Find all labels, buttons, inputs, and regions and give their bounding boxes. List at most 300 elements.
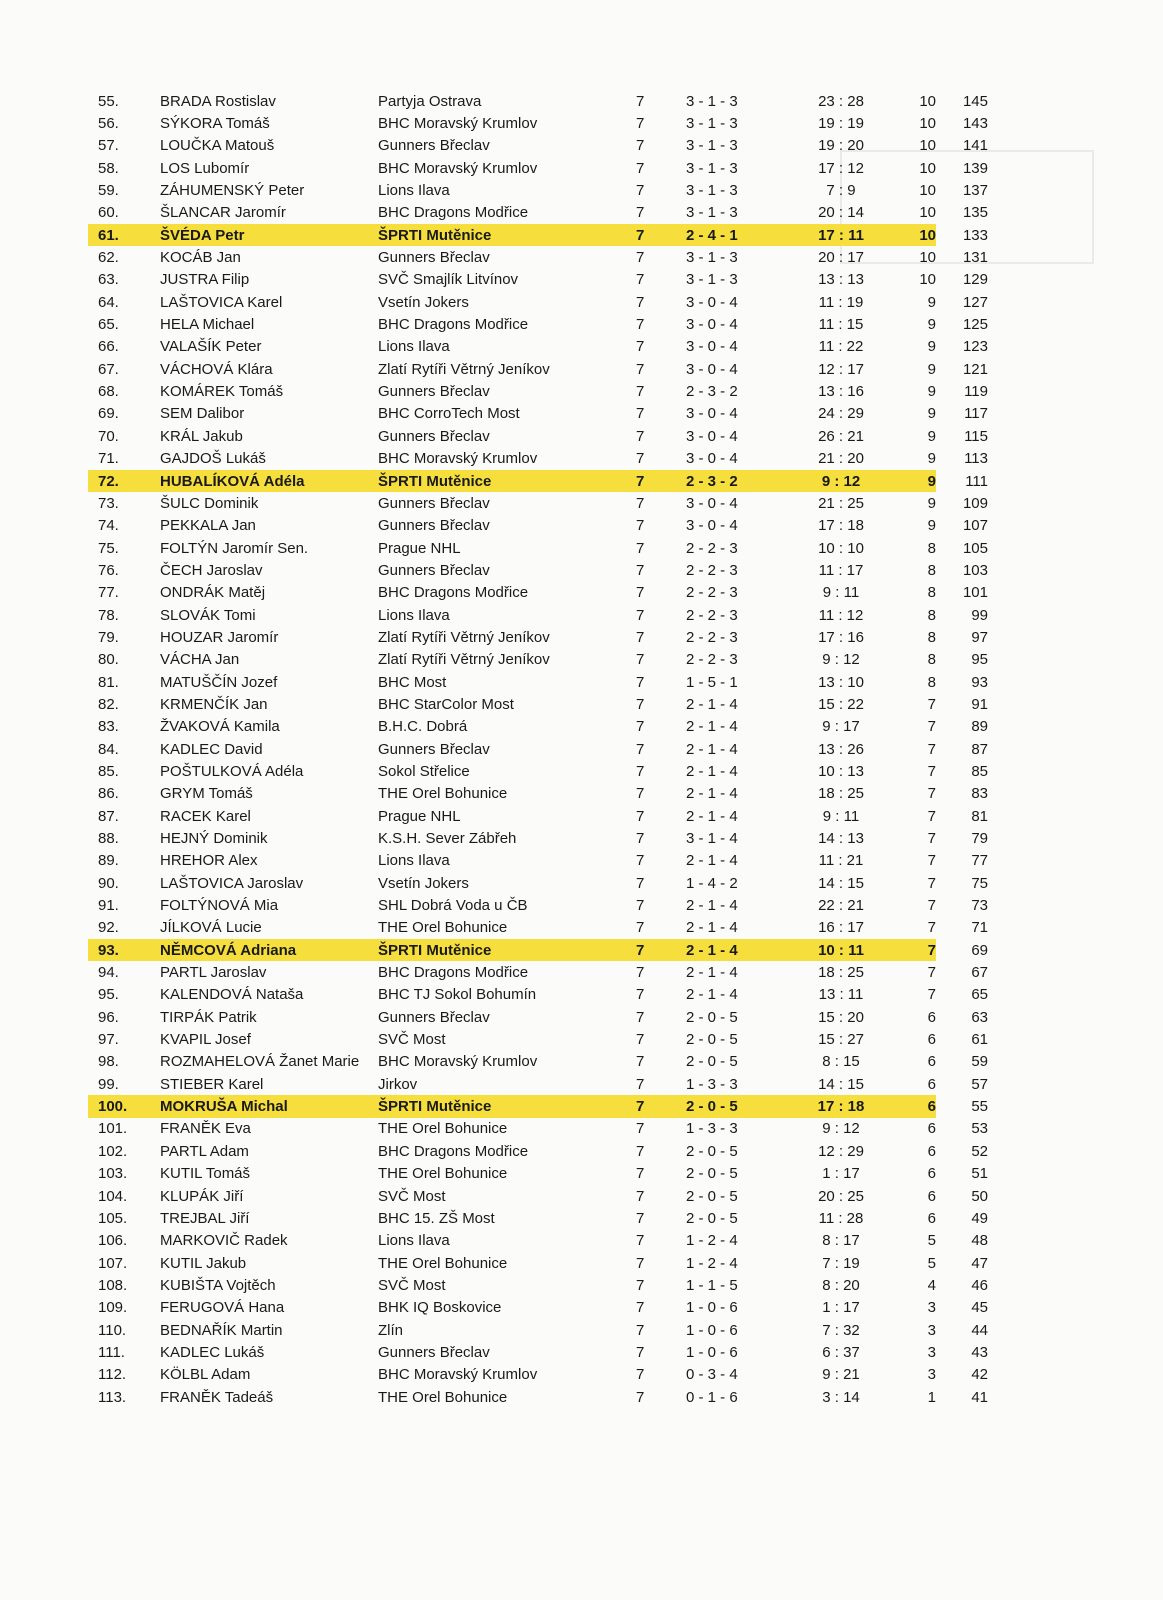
table-row-highlighted: [88, 224, 988, 246]
points: 6: [927, 1165, 936, 1183]
tournament-points: 59: [971, 1053, 988, 1071]
club-name: BHC TJ Sokol Bohumín: [378, 986, 537, 1004]
goal-score: 20 : 25: [818, 1187, 864, 1205]
tournament-points: 69: [971, 941, 988, 959]
club-name: SVČ Most: [378, 1187, 446, 1205]
player-name: SEM Dalibor: [160, 405, 245, 423]
player-name: MOKRUŠA Michal: [160, 1095, 378, 1117]
tournament-points: 89: [971, 718, 988, 736]
goal-score: 7 : 32: [822, 1321, 860, 1339]
points: 10: [896, 224, 936, 246]
table-row: [88, 961, 988, 983]
tournament-points: 53: [971, 1120, 988, 1138]
tournament-points: 75: [971, 874, 988, 892]
goal-score: 23 : 28: [818, 92, 864, 110]
goal-score: 13 : 26: [818, 740, 864, 758]
player-name: PARTL Jaroslav: [160, 964, 267, 982]
goal-score: 18 : 25: [818, 964, 864, 982]
goal-score: 11 : 22: [818, 338, 864, 356]
table-row: [88, 649, 988, 671]
rank-cell: 95.: [98, 986, 119, 1004]
rank-cell: 59.: [98, 182, 119, 200]
player-name: FOLTÝNOVÁ Mia: [160, 897, 279, 915]
player-name: KOCÁB Jan: [160, 249, 241, 267]
points: 10: [919, 271, 936, 289]
goal-score: 21 : 25: [818, 494, 864, 512]
table-row: [88, 559, 988, 581]
goal-score: 8 : 17: [822, 1232, 860, 1250]
points: 7: [896, 939, 936, 961]
win-draw-loss: 2 - 1 - 4: [686, 762, 738, 780]
player-name: JUSTRA Filip: [160, 271, 250, 289]
rank-cell: 87.: [98, 807, 119, 825]
rank-cell: 104.: [98, 1187, 128, 1205]
win-draw-loss: 3 - 0 - 4: [686, 405, 738, 423]
player-name: TIRPÁK Patrik: [160, 1008, 257, 1026]
goal-score: 18 : 25: [818, 785, 864, 803]
table-row: [88, 984, 988, 1006]
goal-score: 20 : 14: [818, 204, 864, 222]
rank-cell: 75.: [98, 539, 119, 557]
tournament-points: 131: [962, 249, 988, 267]
goal-score: 19 : 19: [818, 115, 864, 133]
table-row-highlighted: [88, 470, 988, 492]
games-played: 7: [636, 539, 645, 557]
rank-cell: 83.: [98, 718, 119, 736]
club-name: BHC Dragons Modřice: [378, 204, 529, 222]
club-name: Zlatí Rytíři Větrný Jeníkov: [378, 360, 550, 378]
goal-score: 10 : 13: [818, 762, 864, 780]
rank-cell: 56.: [98, 115, 119, 133]
points: 6: [927, 1008, 936, 1026]
table-row: [88, 1364, 988, 1386]
player-name: ŠVÉDA Petr: [160, 224, 378, 246]
tournament-points: 99: [971, 606, 988, 624]
club-name: BHC StarColor Most: [378, 695, 514, 713]
table-row: [88, 492, 988, 514]
games-played: 7: [636, 986, 645, 1004]
tournament-points: 41: [971, 1388, 988, 1406]
win-draw-loss: 3 - 1 - 3: [686, 182, 738, 200]
club-name: ŠPRTI Mutěnice: [378, 1095, 636, 1117]
club-name: BHC Moravský Krumlov: [378, 159, 538, 177]
rank-cell: 80.: [98, 651, 119, 669]
games-played: 7: [636, 224, 686, 246]
win-draw-loss: 3 - 1 - 3: [686, 249, 738, 267]
table-row-highlighted: [88, 939, 988, 961]
club-name: ŠPRTI Mutěnice: [378, 470, 636, 492]
games-played: 7: [636, 807, 645, 825]
win-draw-loss: 2 - 1 - 4: [686, 785, 738, 803]
goal-score: 11 : 21: [818, 852, 864, 870]
games-played: 7: [636, 1120, 645, 1138]
rank-cell: 109.: [98, 1299, 128, 1317]
games-played: 7: [636, 92, 645, 110]
club-name: Lions Ilava: [378, 338, 450, 356]
goal-score: 9 : 12: [822, 651, 860, 669]
win-draw-loss: 0 - 1 - 6: [686, 1388, 738, 1406]
club-name: BHC Dragons Modřice: [378, 1142, 529, 1160]
points: 9: [927, 517, 936, 535]
club-name: SVČ Most: [378, 1276, 446, 1294]
points: 7: [927, 919, 936, 937]
table-row: [88, 1386, 988, 1408]
goal-score: 9 : 12: [822, 1120, 860, 1138]
player-name: KVAPIL Josef: [160, 1031, 251, 1049]
tournament-points: 48: [971, 1232, 988, 1250]
rank-cell: 97.: [98, 1031, 119, 1049]
tournament-points: 65: [971, 986, 988, 1004]
games-played: 7: [636, 695, 645, 713]
club-name: BHC Moravský Krumlov: [378, 1366, 538, 1384]
tournament-points: 113: [964, 450, 988, 468]
rank-cell: 89.: [98, 852, 119, 870]
table-row: [88, 783, 988, 805]
club-name: BHC Dragons Modřice: [378, 964, 529, 982]
goal-score: 1 : 17: [822, 1299, 860, 1317]
table-row: [88, 1297, 988, 1319]
table-row: [88, 1006, 988, 1028]
player-name: MARKOVIČ Radek: [160, 1232, 288, 1250]
rank-cell: 61.: [88, 224, 160, 246]
table-row: [88, 202, 988, 224]
rank-cell: 101.: [98, 1120, 128, 1138]
player-name: KUBIŠTA Vojtěch: [160, 1276, 276, 1294]
win-draw-loss: 2 - 2 - 3: [686, 628, 738, 646]
rank-cell: 67.: [98, 360, 119, 378]
rank-cell: 78.: [98, 606, 119, 624]
player-name: MATUŠČÍN Jozef: [160, 673, 278, 691]
rank-cell: 65.: [98, 316, 119, 334]
player-name: HELA Michael: [160, 316, 255, 334]
club-name: Gunners Břeclav: [378, 494, 490, 512]
tournament-points: 123: [962, 338, 988, 356]
table-row: [88, 738, 988, 760]
win-draw-loss: 2 - 1 - 4: [686, 852, 738, 870]
games-played: 7: [636, 182, 645, 200]
points: 7: [927, 874, 936, 892]
club-name: BHC Dragons Modřice: [378, 316, 529, 334]
win-draw-loss: 2 - 1 - 4: [686, 919, 738, 937]
goal-score: 21 : 20: [818, 450, 864, 468]
player-name: SLOVÁK Tomi: [160, 606, 256, 624]
win-draw-loss: 3 - 0 - 4: [686, 427, 738, 445]
tournament-points: 133: [962, 226, 988, 244]
points: 6: [927, 1053, 936, 1071]
club-name: BHC 15. ZŠ Most: [378, 1209, 495, 1227]
rank-cell: 108.: [98, 1276, 128, 1294]
tournament-points: 51: [971, 1165, 988, 1183]
goal-score: 14 : 13: [818, 830, 864, 848]
player-name: KRMENČÍK Jan: [160, 695, 268, 713]
goal-score: 11 : 15: [818, 316, 864, 334]
tournament-points: 44: [971, 1321, 988, 1339]
points: 1: [927, 1388, 936, 1406]
rank-cell: 88.: [98, 830, 119, 848]
points: 8: [927, 606, 936, 624]
goal-score: 15 : 27: [818, 1031, 864, 1049]
games-played: 7: [636, 383, 645, 401]
win-draw-loss: 2 - 1 - 4: [686, 695, 738, 713]
win-draw-loss: 2 - 1 - 4: [686, 807, 738, 825]
win-draw-loss: 2 - 2 - 3: [686, 606, 738, 624]
player-name: JÍLKOVÁ Lucie: [160, 919, 262, 937]
rank-cell: 99.: [98, 1075, 119, 1093]
rank-cell: 72.: [88, 470, 160, 492]
games-played: 7: [636, 718, 645, 736]
points: 5: [927, 1254, 936, 1272]
tournament-points: 52: [971, 1142, 988, 1160]
tournament-points: 127: [962, 293, 988, 311]
player-name: TREJBAL Jiří: [160, 1209, 250, 1227]
club-name: Gunners Břeclav: [378, 561, 490, 579]
table-row: [88, 894, 988, 916]
tournament-points: 87: [971, 740, 988, 758]
points: 7: [927, 986, 936, 1004]
goal-score: 26 : 21: [818, 427, 864, 445]
goal-score: 14 : 15: [818, 1075, 864, 1093]
win-draw-loss: 2 - 1 - 4: [686, 740, 738, 758]
win-draw-loss: 2 - 2 - 3: [686, 584, 738, 602]
win-draw-loss: 2 - 3 - 2: [686, 470, 786, 492]
win-draw-loss: 2 - 4 - 1: [686, 224, 786, 246]
table-row: [88, 1051, 988, 1073]
club-name: BHK IQ Boskovice: [378, 1299, 502, 1317]
win-draw-loss: 2 - 0 - 5: [686, 1165, 738, 1183]
club-name: Lions Ilava: [378, 182, 450, 200]
club-name: THE Orel Bohunice: [378, 919, 508, 937]
goal-score: 17 : 18: [818, 517, 864, 535]
games-played: 7: [636, 1187, 645, 1205]
tournament-points: 139: [962, 159, 988, 177]
win-draw-loss: 3 - 1 - 3: [686, 137, 738, 155]
player-name: BEDNAŘÍK Martin: [160, 1321, 283, 1339]
rank-cell: 84.: [98, 740, 119, 758]
player-name: KUTIL Tomáš: [160, 1165, 251, 1183]
tournament-points: 93: [971, 673, 988, 691]
club-name: Zlatí Rytíři Větrný Jeníkov: [378, 628, 550, 646]
win-draw-loss: 3 - 1 - 3: [686, 115, 738, 133]
win-draw-loss: 1 - 3 - 3: [686, 1075, 738, 1093]
club-name: Vsetín Jokers: [378, 874, 469, 892]
tournament-points: 143: [962, 115, 988, 133]
goal-score: 14 : 15: [818, 874, 864, 892]
points: 9: [927, 494, 936, 512]
player-name: HUBALÍKOVÁ Adéla: [160, 470, 378, 492]
points: 5: [927, 1232, 936, 1250]
tournament-points: 45: [971, 1299, 988, 1317]
table-row: [88, 626, 988, 648]
games-played: 7: [636, 1321, 645, 1339]
club-name: Partyja Ostrava: [378, 92, 482, 110]
table-row: [88, 1073, 988, 1095]
games-played: 7: [636, 1008, 645, 1026]
club-name: BHC Moravský Krumlov: [378, 450, 538, 468]
player-name: KADLEC Lukáš: [160, 1343, 265, 1361]
games-played: 7: [636, 606, 645, 624]
player-name: FERUGOVÁ Hana: [160, 1299, 285, 1317]
win-draw-loss: 2 - 0 - 5: [686, 1053, 738, 1071]
rank-cell: 93.: [88, 939, 160, 961]
points: 10: [919, 137, 936, 155]
rank-cell: 103.: [98, 1165, 128, 1183]
table-row: [88, 1230, 988, 1252]
points: 3: [927, 1299, 936, 1317]
win-draw-loss: 1 - 0 - 6: [686, 1343, 738, 1361]
player-name: ROZMAHELOVÁ Žanet Marie: [160, 1053, 360, 1071]
tournament-points: 95: [971, 651, 988, 669]
games-played: 7: [636, 939, 686, 961]
rank-cell: 107.: [98, 1254, 128, 1272]
games-played: 7: [636, 271, 645, 289]
rank-cell: 62.: [98, 249, 119, 267]
club-name: Gunners Břeclav: [378, 1343, 490, 1361]
player-name: HREHOR Alex: [160, 852, 258, 870]
games-played: 7: [636, 1142, 645, 1160]
games-played: 7: [636, 1366, 645, 1384]
rank-cell: 91.: [98, 897, 119, 915]
player-name: LOS Lubomír: [160, 159, 250, 177]
goal-score: 17 : 18: [786, 1095, 896, 1117]
rank-cell: 102.: [98, 1142, 128, 1160]
win-draw-loss: 2 - 0 - 5: [686, 1209, 738, 1227]
player-name: GAJDOŠ Lukáš: [160, 450, 266, 468]
win-draw-loss: 3 - 1 - 3: [686, 271, 738, 289]
tournament-points: 67: [971, 964, 988, 982]
win-draw-loss: 3 - 0 - 4: [686, 293, 738, 311]
club-name: SVČ Smajlík Litvínov: [378, 271, 519, 289]
player-name: LAŠTOVICA Karel: [160, 293, 283, 311]
games-played: 7: [636, 249, 645, 267]
club-name: BHC Most: [378, 673, 447, 691]
tournament-points: 141: [962, 137, 988, 155]
club-name: B.H.C. Dobrá: [378, 718, 468, 736]
player-name: HEJNÝ Dominik: [160, 830, 268, 848]
player-name: GRYM Tomáš: [160, 785, 253, 803]
games-played: 7: [636, 115, 645, 133]
tournament-points: 115: [964, 427, 988, 445]
points: 7: [927, 762, 936, 780]
games-played: 7: [636, 852, 645, 870]
win-draw-loss: 1 - 2 - 4: [686, 1232, 738, 1250]
points: 7: [927, 830, 936, 848]
club-name: Prague NHL: [378, 807, 461, 825]
player-name: ZÁHUMENSKÝ Peter: [160, 182, 305, 200]
games-played: 7: [636, 1209, 645, 1227]
tournament-points: 61: [971, 1031, 988, 1049]
win-draw-loss: 1 - 2 - 4: [686, 1254, 738, 1272]
rank-cell: 100.: [88, 1095, 160, 1117]
games-played: 7: [636, 1165, 645, 1183]
goal-score: 12 : 17: [818, 360, 864, 378]
win-draw-loss: 2 - 3 - 2: [686, 383, 738, 401]
points: 3: [927, 1366, 936, 1384]
rank-cell: 85.: [98, 762, 119, 780]
win-draw-loss: 1 - 3 - 3: [686, 1120, 738, 1138]
win-draw-loss: 2 - 2 - 3: [686, 561, 738, 579]
win-draw-loss: 3 - 0 - 4: [686, 517, 738, 535]
table-row: [88, 1140, 988, 1162]
goal-score: 10 : 10: [818, 539, 864, 557]
points: 8: [927, 628, 936, 646]
table-row: [88, 358, 988, 380]
player-name: FRANĚK Eva: [160, 1120, 251, 1138]
ranking-table: [88, 90, 988, 1408]
tournament-points: 42: [971, 1366, 988, 1384]
points: 6: [927, 1120, 936, 1138]
rank-cell: 63.: [98, 271, 119, 289]
player-name: PARTL Adam: [160, 1142, 249, 1160]
table-row: [88, 805, 988, 827]
table-row: [88, 850, 988, 872]
win-draw-loss: 2 - 0 - 5: [686, 1031, 738, 1049]
player-name: KOMÁREK Tomáš: [160, 383, 284, 401]
player-name: FOLTÝN Jaromír Sen.: [160, 539, 309, 557]
tournament-points: 107: [962, 517, 988, 535]
rank-cell: 70.: [98, 427, 119, 445]
player-name: ŠULC Dominik: [160, 494, 259, 512]
goal-score: 22 : 21: [818, 897, 864, 915]
games-played: 7: [636, 651, 645, 669]
rank-cell: 74.: [98, 517, 119, 535]
club-name: BHC Moravský Krumlov: [378, 1053, 538, 1071]
tournament-points: 85: [971, 762, 988, 780]
table-row: [88, 1319, 988, 1341]
win-draw-loss: 1 - 5 - 1: [686, 673, 738, 691]
points: 9: [927, 405, 936, 423]
rank-cell: 98.: [98, 1053, 119, 1071]
rank-cell: 106.: [98, 1232, 128, 1250]
goal-score: 7 : 9: [826, 182, 856, 200]
win-draw-loss: 3 - 1 - 3: [686, 159, 738, 177]
table-row: [88, 537, 988, 559]
rank-cell: 92.: [98, 919, 119, 937]
points: 7: [927, 852, 936, 870]
games-played: 7: [636, 1053, 645, 1071]
player-name: KLUPÁK Jiří: [160, 1187, 244, 1205]
table-row: [88, 917, 988, 939]
goal-score: 9 : 21: [822, 1366, 860, 1384]
player-name: HOUZAR Jaromír: [160, 628, 279, 646]
win-draw-loss: 0 - 3 - 4: [686, 1366, 738, 1384]
points: 9: [927, 338, 936, 356]
club-name: K.S.H. Sever Zábřeh: [378, 830, 517, 848]
points: 6: [927, 1187, 936, 1205]
points: 6: [927, 1031, 936, 1049]
rank-cell: 55.: [98, 92, 119, 110]
games-played: 7: [636, 740, 645, 758]
table-row: [88, 515, 988, 537]
tournament-points: 97: [971, 628, 988, 646]
games-played: 7: [636, 628, 645, 646]
club-name: Gunners Břeclav: [378, 1008, 490, 1026]
goal-score: 9 : 11: [822, 584, 860, 602]
tournament-points: 50: [971, 1187, 988, 1205]
table-row: [88, 425, 988, 447]
points: 10: [919, 92, 936, 110]
player-name: BRADA Rostislav: [160, 92, 276, 110]
games-played: 7: [636, 1075, 645, 1093]
rank-cell: 71.: [98, 450, 119, 468]
club-name: BHC CorroTech Most: [378, 405, 520, 423]
points: 8: [927, 651, 936, 669]
games-played: 7: [636, 159, 645, 177]
games-played: 7: [636, 470, 686, 492]
player-name: FRANĚK Tadeáš: [160, 1388, 274, 1406]
points: 8: [927, 584, 936, 602]
club-name: Prague NHL: [378, 539, 461, 557]
goal-score: 9 : 11: [822, 807, 860, 825]
